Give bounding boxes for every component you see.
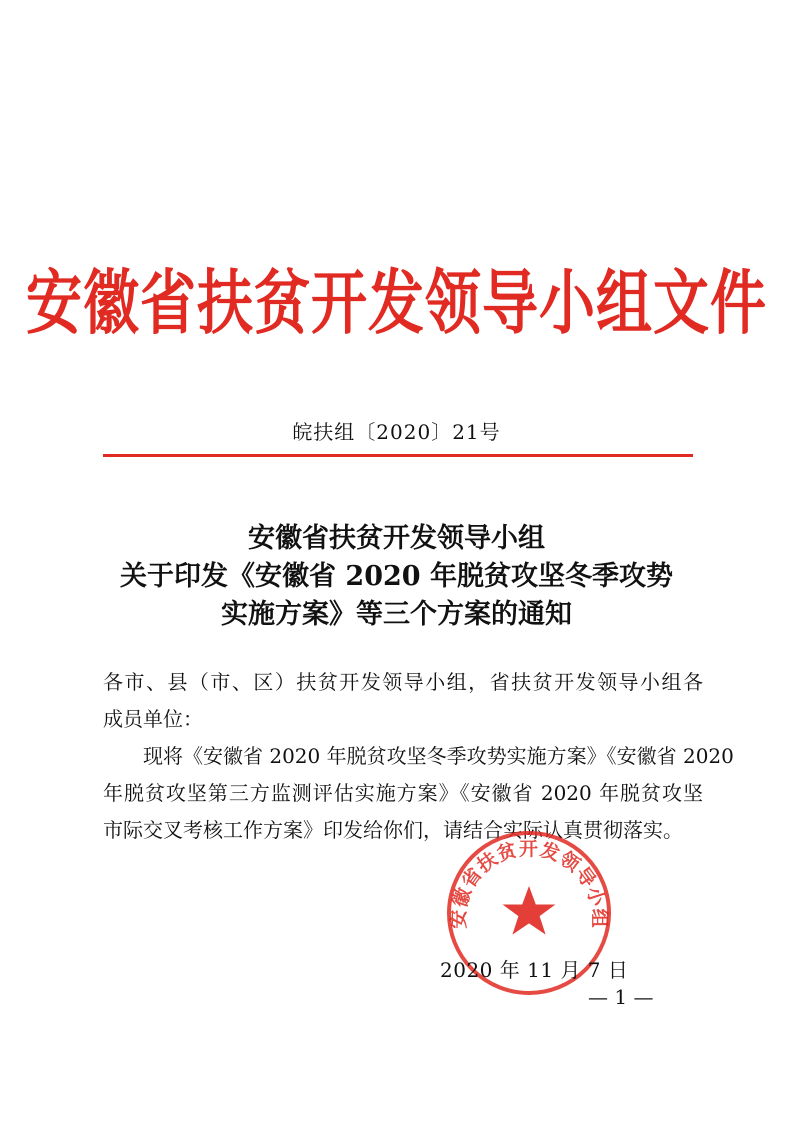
body-line-2: 年脱贫攻坚第三方监测评估实施方案》《安徽省 2020 年脱贫攻坚 bbox=[103, 781, 703, 805]
seal-star-icon bbox=[503, 886, 556, 935]
document-masthead: 安徽省扶贫开发领导小组文件 bbox=[26, 263, 767, 345]
title-line-1: 安徽省扶贫开发领导小组 bbox=[248, 523, 545, 554]
document-title bbox=[0, 520, 793, 634]
body-line-1: 现将《安徽省 2020 年脱贫攻坚冬季攻势实施方案》《安徽省 2020 bbox=[143, 744, 734, 768]
document-date: 2020 年 11 月 7 日 bbox=[440, 958, 629, 982]
page-number: — 1 — bbox=[588, 985, 654, 1009]
seal-text: 安徽省扶贫开发领导小组 bbox=[447, 837, 611, 929]
addressee-line-1: 各市、县（市、区）扶贫开发领导小组，省扶贫开发领导小组各 bbox=[103, 670, 703, 694]
red-divider-line bbox=[103, 454, 693, 457]
document-body bbox=[103, 664, 734, 849]
document-number: 皖扶组〔2020〕21号 bbox=[292, 420, 501, 444]
title-line-2: 关于印发《安徽省 2020 年脱贫攻坚冬季攻势 bbox=[120, 561, 673, 592]
title-line-3: 实施方案》等三个方案的通知 bbox=[221, 599, 572, 630]
body-line-3: 市际交叉考核工作方案》印发给你们，请结合实际认真贯彻落实。 bbox=[103, 818, 683, 842]
addressee-line-2: 成员单位： bbox=[103, 707, 203, 731]
